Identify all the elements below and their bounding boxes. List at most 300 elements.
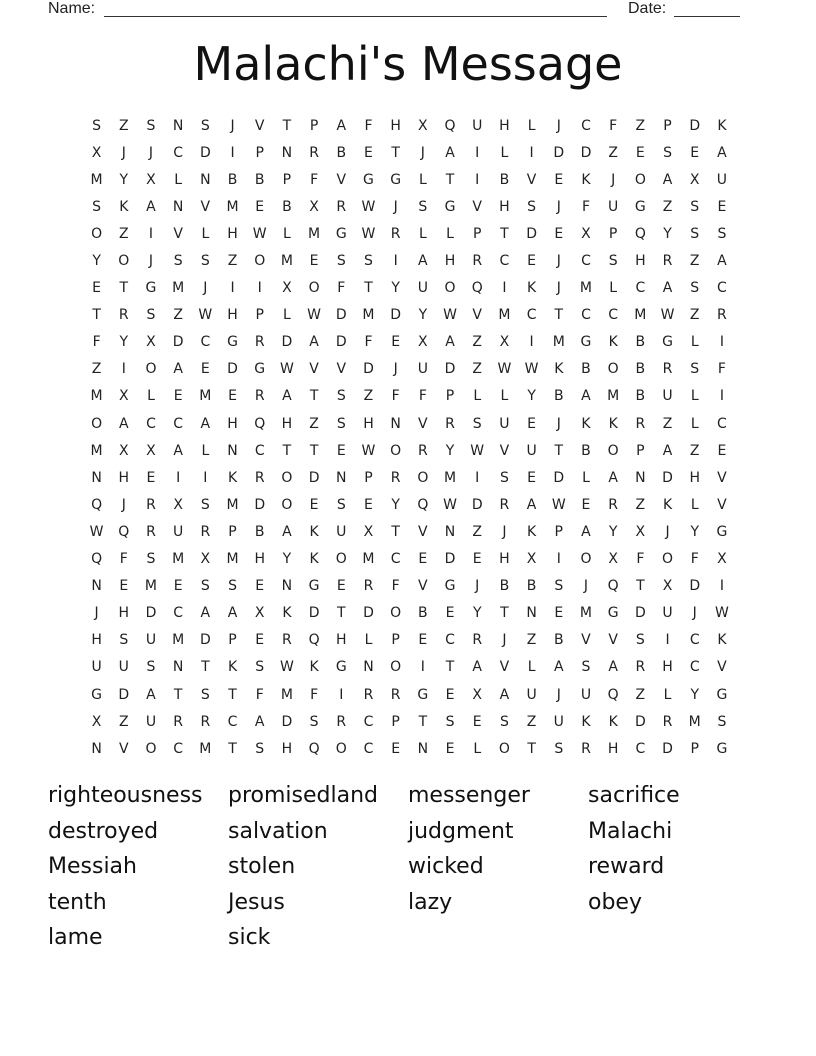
grid-letter: J: [203, 280, 208, 297]
grid-letter: H: [607, 740, 619, 757]
grid-letter: N: [172, 117, 184, 134]
grid-letter: C: [526, 307, 537, 324]
grid-letter: T: [445, 659, 455, 676]
grid-letter: S: [146, 307, 156, 324]
grid-letter: V: [499, 659, 510, 676]
grid-letter: X: [363, 523, 374, 540]
grid-letter: X: [254, 605, 265, 622]
grid-letter: H: [662, 659, 673, 676]
grid-letter: K: [227, 659, 238, 676]
grid-letter: B: [499, 578, 510, 595]
grid-letter: U: [662, 388, 673, 405]
grid-letter: X: [309, 198, 319, 215]
grid-letter: S: [418, 198, 428, 215]
grid-letter: O: [634, 171, 646, 188]
grid-letter: C: [363, 740, 374, 757]
grid-letter: L: [473, 740, 482, 757]
grid-letter: R: [336, 198, 347, 215]
grid-letter: B: [418, 605, 428, 622]
page-title: Malachi's Message: [193, 37, 623, 91]
grid-letter: T: [92, 307, 101, 324]
grid-letter: S: [717, 713, 727, 730]
grid-letter: Y: [690, 686, 699, 703]
grid-letter: Q: [607, 686, 619, 703]
grid-letter: P: [282, 171, 292, 188]
grid-letter: F: [636, 551, 645, 568]
grid-letter: C: [608, 307, 619, 324]
grid-letter: C: [390, 551, 401, 568]
grid-letter: E: [472, 551, 482, 568]
grid-letter: S: [554, 740, 564, 757]
grid-letter: R: [173, 713, 184, 730]
grid-letter: Q: [308, 740, 320, 757]
grid-letter: I: [475, 469, 480, 486]
grid-letter: R: [390, 469, 401, 486]
grid-letter: K: [282, 605, 292, 622]
grid-letter: R: [363, 578, 374, 595]
grid-letter: C: [581, 307, 591, 324]
grid-letter: G: [444, 198, 456, 215]
grid-letter: H: [635, 253, 646, 270]
grid-letter: L: [174, 171, 183, 188]
grid-letter: J: [692, 605, 697, 622]
grid-letter: Z: [91, 361, 102, 378]
grid-letter: O: [390, 605, 402, 622]
grid-letter: D: [526, 225, 537, 242]
grid-letter: J: [475, 578, 480, 595]
grid-letter: E: [554, 605, 564, 622]
grid-letter: A: [472, 659, 482, 676]
date-label: Date:: [628, 0, 667, 17]
grid-letter: A: [254, 713, 265, 730]
grid-letter: D: [444, 551, 456, 568]
grid-letter: E: [717, 198, 727, 215]
grid-letter: V: [717, 496, 727, 513]
grid-letter: K: [119, 198, 129, 215]
grid-letter: P: [364, 469, 373, 486]
grid-letter: X: [689, 171, 700, 188]
grid-letter: T: [173, 686, 183, 703]
grid-letter: H: [499, 551, 510, 568]
grid-letter: Y: [472, 605, 482, 622]
grid-letter: Z: [363, 388, 374, 405]
grid-letter: P: [636, 442, 645, 459]
grid-letter: R: [200, 523, 211, 540]
grid-letter: O: [91, 225, 103, 242]
grid-letter: R: [390, 225, 401, 242]
grid-letter: B: [635, 361, 646, 378]
grid-letter: R: [662, 253, 673, 270]
grid-letter: C: [499, 253, 510, 270]
grid-letter: T: [228, 686, 237, 703]
grid-letter: V: [200, 198, 211, 215]
grid-letter: H: [118, 469, 130, 486]
grid-letter: N: [227, 442, 238, 459]
grid-letter: M: [90, 388, 103, 405]
grid-letter: T: [364, 280, 373, 297]
grid-letter: X: [282, 280, 292, 297]
grid-letter: A: [200, 605, 211, 622]
grid-letter: H: [281, 415, 293, 432]
grid-letter: P: [228, 632, 237, 649]
grid-letter: V: [472, 198, 482, 215]
grid-letter: A: [282, 523, 292, 540]
grid-letter: T: [119, 280, 129, 297]
grid-letter: P: [391, 713, 400, 730]
grid-letter: H: [281, 740, 293, 757]
word-list-item: wicked: [408, 854, 484, 880]
grid-letter: Y: [445, 442, 455, 459]
grid-letter: W: [361, 225, 376, 242]
grid-letter: W: [443, 307, 457, 324]
grid-letter: T: [309, 442, 319, 459]
grid-letter: U: [526, 686, 537, 703]
grid-letter: R: [282, 632, 292, 649]
grid-letter: F: [609, 117, 618, 134]
word-list-item: Messiah: [48, 854, 137, 880]
grid-letter: L: [201, 442, 210, 459]
grid-letter: I: [719, 334, 724, 351]
grid-letter: S: [309, 713, 319, 730]
grid-letter: Z: [689, 442, 700, 459]
grid-letter: D: [308, 469, 320, 486]
grid-letter: A: [309, 334, 319, 351]
grid-letter: A: [173, 442, 183, 459]
grid-letter: O: [498, 740, 510, 757]
grid-letter: C: [581, 117, 591, 134]
grid-letter: A: [173, 361, 183, 378]
grid-letter: A: [717, 253, 727, 270]
grid-letter: J: [556, 253, 561, 270]
grid-letter: A: [118, 415, 129, 432]
grid-letter: X: [118, 442, 129, 459]
grid-letter: D: [254, 496, 266, 513]
grid-letter: E: [92, 280, 102, 297]
grid-letter: I: [665, 632, 670, 649]
grid-letter: T: [554, 442, 564, 459]
word-list-item: salvation: [228, 818, 328, 844]
grid-letter: V: [499, 442, 510, 459]
grid-letter: M: [498, 307, 511, 324]
grid-letter: E: [554, 225, 564, 242]
grid-letter: X: [173, 496, 183, 513]
grid-letter: S: [255, 740, 265, 757]
letter-grid: [83, 112, 736, 762]
grid-letter: U: [580, 686, 592, 703]
word-list-item: judgment: [408, 818, 514, 844]
grid-letter: V: [336, 171, 347, 188]
name-label: Name:: [48, 0, 96, 17]
grid-letter: V: [254, 117, 265, 134]
grid-letter: D: [662, 740, 673, 757]
grid-letter: G: [417, 686, 429, 703]
grid-letter: Z: [309, 415, 319, 432]
grid-letter: W: [307, 307, 322, 324]
grid-letter: G: [580, 334, 592, 351]
grid-letter: J: [502, 523, 507, 540]
grid-letter: C: [363, 713, 374, 730]
grid-letter: M: [634, 307, 647, 324]
grid-letter: A: [608, 659, 618, 676]
grid-letter: N: [444, 523, 456, 540]
grid-letter: R: [118, 307, 129, 324]
grid-letter: F: [92, 334, 101, 351]
word-list-item: obey: [588, 889, 642, 915]
grid-letter: U: [91, 659, 102, 676]
grid-letter: Y: [391, 280, 400, 297]
grid-letter: R: [417, 442, 428, 459]
grid-letter: T: [282, 442, 292, 459]
grid-letter: M: [443, 469, 457, 486]
grid-letter: S: [581, 659, 591, 676]
grid-letter: D: [634, 713, 646, 730]
grid-letter: D: [308, 605, 320, 622]
grid-letter: M: [579, 280, 593, 297]
grid-letter: B: [336, 144, 347, 161]
grid-letter: D: [580, 144, 592, 161]
grid-letter: W: [279, 659, 294, 676]
grid-letter: T: [282, 117, 292, 134]
grid-letter: S: [255, 659, 265, 676]
grid-letter: E: [527, 415, 537, 432]
grid-letter: S: [92, 117, 102, 134]
grid-letter: K: [309, 551, 319, 568]
grid-letter: V: [608, 632, 618, 649]
grid-letter: G: [254, 361, 266, 378]
grid-letter: S: [690, 225, 700, 242]
grid-letter: T: [309, 388, 319, 405]
grid-letter: O: [145, 740, 157, 757]
grid-letter: D: [689, 578, 701, 595]
grid-letter: G: [607, 605, 619, 622]
grid-letter: D: [662, 469, 673, 486]
grid-letter: M: [199, 388, 212, 405]
grid-letter: R: [662, 713, 673, 730]
grid-letter: R: [336, 713, 347, 730]
grid-letter: M: [607, 388, 620, 405]
grid-letter: Y: [690, 523, 699, 540]
grid-letter: H: [444, 253, 456, 270]
grid-letter: T: [636, 578, 645, 595]
grid-letter: E: [445, 605, 455, 622]
grid-letter: K: [227, 469, 238, 486]
grid-letter: Q: [91, 551, 103, 568]
word-list-item: sacrifice: [588, 783, 680, 809]
grid-letter: U: [662, 605, 673, 622]
grid-letter: S: [364, 253, 373, 270]
grid-letter: M: [308, 225, 321, 242]
grid-letter: H: [499, 117, 510, 134]
grid-letter: D: [390, 307, 402, 324]
grid-letter: A: [146, 198, 156, 215]
grid-letter: T: [391, 523, 400, 540]
grid-letter: Y: [391, 496, 400, 513]
grid-letter: F: [581, 198, 590, 215]
grid-letter: A: [146, 686, 156, 703]
grid-letter: P: [445, 388, 455, 405]
grid-letter: F: [391, 388, 400, 405]
grid-letter: R: [472, 253, 483, 270]
grid-letter: S: [336, 415, 346, 432]
grid-letter: G: [145, 280, 157, 297]
grid-letter: D: [553, 144, 565, 161]
grid-letter: V: [717, 469, 727, 486]
grid-letter: X: [146, 442, 156, 459]
grid-letter: G: [716, 686, 728, 703]
grid-letter: Z: [118, 713, 129, 730]
grid-letter: L: [609, 280, 618, 297]
grid-letter: A: [662, 442, 673, 459]
grid-letter: D: [335, 307, 347, 324]
grid-letter: S: [200, 496, 210, 513]
grid-letter: Z: [635, 686, 646, 703]
grid-letter: V: [309, 361, 319, 378]
grid-letter: C: [635, 740, 646, 757]
grid-letter: N: [172, 659, 184, 676]
grid-letter: G: [716, 740, 728, 757]
grid-letter: E: [418, 551, 428, 568]
grid-letter: Q: [91, 496, 103, 513]
grid-letter: O: [281, 469, 293, 486]
grid-letter: F: [255, 686, 264, 703]
grid-letter: Z: [118, 225, 129, 242]
grid-letter: X: [91, 713, 102, 730]
grid-letter: I: [393, 253, 398, 270]
grid-letter: A: [526, 496, 537, 513]
word-list-item: messenger: [408, 783, 530, 809]
grid-letter: S: [690, 198, 700, 215]
grid-letter: F: [119, 551, 128, 568]
grid-letter: E: [364, 144, 373, 161]
grid-letter: N: [635, 469, 646, 486]
grid-letter: V: [581, 632, 591, 649]
grid-letter: V: [418, 523, 428, 540]
grid-letter: D: [199, 632, 211, 649]
grid-letter: N: [281, 144, 293, 161]
grid-letter: G: [227, 334, 238, 351]
grid-letter: L: [446, 225, 454, 242]
grid-letter: L: [690, 388, 699, 405]
grid-letter: C: [717, 415, 727, 432]
grid-letter: S: [92, 198, 102, 215]
grid-letter: Y: [92, 253, 101, 270]
grid-letter: S: [608, 253, 618, 270]
grid-letter: E: [635, 144, 645, 161]
grid-letter: P: [690, 740, 699, 757]
grid-letter: Z: [662, 198, 673, 215]
grid-letter: H: [499, 198, 510, 215]
grid-letter: R: [254, 469, 265, 486]
grid-letter: O: [607, 361, 619, 378]
grid-letter: L: [418, 171, 427, 188]
grid-letter: B: [581, 361, 591, 378]
grid-letter: D: [281, 713, 293, 730]
grid-letter: S: [690, 280, 700, 297]
grid-letter: U: [118, 659, 129, 676]
grid-letter: H: [390, 117, 401, 134]
grid-letter: M: [226, 198, 239, 215]
grid-letter: X: [608, 551, 618, 568]
grid-letter: J: [583, 578, 589, 595]
grid-letter: L: [147, 388, 155, 405]
grid-letter: C: [173, 144, 184, 161]
grid-letter: Q: [607, 578, 619, 595]
grid-letter: E: [173, 578, 183, 595]
grid-letter: C: [445, 632, 455, 649]
grid-letter: A: [227, 605, 238, 622]
grid-letter: G: [308, 578, 320, 595]
grid-letter: D: [172, 334, 184, 351]
grid-letter: M: [172, 551, 185, 568]
grid-letter: L: [473, 388, 482, 405]
grid-letter: P: [663, 117, 672, 134]
grid-letter: J: [94, 605, 99, 622]
grid-letter: D: [363, 361, 374, 378]
grid-letter: C: [200, 334, 211, 351]
grid-letter: J: [121, 144, 126, 161]
grid-letter: E: [690, 144, 700, 161]
grid-letter: D: [335, 334, 347, 351]
grid-letter: T: [201, 659, 210, 676]
grid-letter: E: [364, 496, 373, 513]
grid-letter: L: [663, 686, 672, 703]
grid-letter: A: [499, 686, 510, 703]
grid-letter: M: [362, 307, 375, 324]
grid-letter: I: [339, 686, 344, 703]
word-list-item: sick: [228, 925, 271, 951]
grid-letter: R: [635, 415, 646, 432]
grid-letter: G: [634, 198, 646, 215]
grid-letter: F: [717, 361, 726, 378]
grid-letter: S: [527, 198, 537, 215]
grid-letter: Z: [689, 253, 700, 270]
grid-letter: Z: [118, 117, 129, 134]
grid-letter: L: [500, 144, 509, 161]
grid-letter: E: [581, 496, 591, 513]
grid-letter: I: [719, 578, 724, 595]
grid-letter: O: [254, 253, 266, 270]
grid-letter: J: [556, 198, 561, 215]
grid-letter: E: [445, 686, 455, 703]
grid-letter: M: [226, 551, 239, 568]
grid-letter: U: [716, 171, 728, 188]
grid-letter: O: [281, 496, 293, 513]
grid-letter: D: [118, 686, 130, 703]
grid-letter: U: [173, 523, 184, 540]
grid-letter: N: [390, 415, 401, 432]
word-list-item: destroyed: [48, 818, 159, 844]
grid-letter: M: [90, 442, 103, 459]
grid-letter: I: [529, 334, 534, 351]
grid-letter: X: [472, 686, 483, 703]
grid-letter: D: [145, 605, 157, 622]
grid-letter: S: [119, 632, 129, 649]
grid-letter: E: [391, 334, 401, 351]
grid-letter: M: [90, 171, 103, 188]
grid-letter: E: [255, 632, 265, 649]
word-list-item: lame: [48, 925, 103, 951]
grid-letter: R: [608, 496, 619, 513]
grid-letter: A: [445, 144, 455, 161]
grid-letter: N: [200, 171, 211, 188]
grid-letter: V: [526, 171, 537, 188]
grid-letter: C: [717, 280, 727, 297]
grid-letter: G: [335, 659, 347, 676]
grid-letter: O: [390, 659, 402, 676]
grid-letter: I: [556, 551, 561, 568]
grid-letter: B: [254, 523, 265, 540]
word-list-item: lazy: [408, 889, 453, 915]
